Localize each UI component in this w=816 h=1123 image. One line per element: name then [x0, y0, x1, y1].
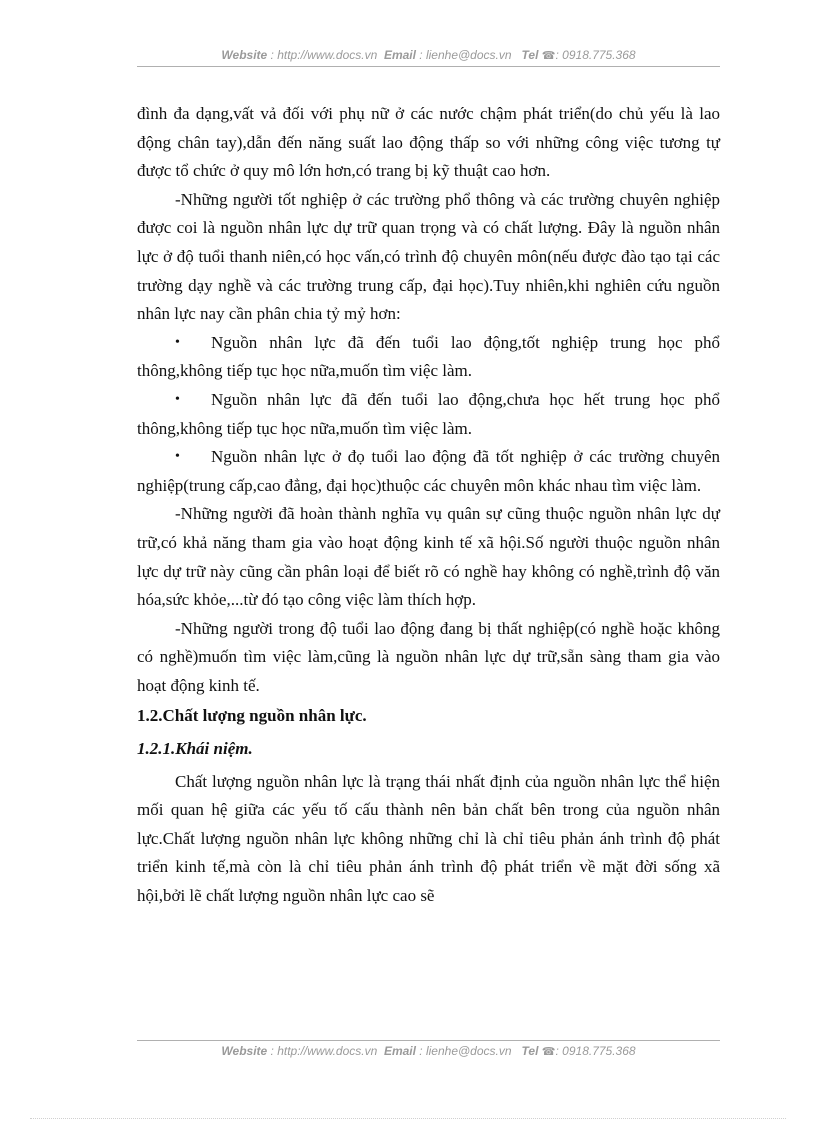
header-tel-value: : 0918.775.368	[555, 48, 636, 62]
bullet-icon: •	[175, 334, 180, 350]
paragraph: -Những người tốt nghiệp ở các trường phổ thông và các trường chuyên nghiệp được coi là nguồn nhân lực dự trữ quan trọng và có chất lượng. Đây là nguồn nhân lực ở độ tuổi thanh niên,có học vấn,có trình độ chuyên môn(nếu được đào tạo tại các trường dạy nghề và các trường trung cấp, đại học).Tuy nhiên,khi nghiên cứu nguồn nhân lực nay cần phân chia tỷ mỷ hơn:	[137, 189, 720, 324]
phone-icon: ☎	[541, 1046, 556, 1058]
page-bottom-divider	[30, 1118, 786, 1119]
bullet-text: Nguồn nhân lực đã đến tuổi lao động,tốt nghiệp trung học phổ thông,không tiếp tục học nữa,muốn tìm việc làm.	[137, 332, 720, 381]
header-email-value: : lienhe@docs.vn	[419, 48, 512, 62]
section-heading: 1.2.Chất lượng nguồn nhân lực.	[137, 706, 367, 726]
paragraph: -Những người đã hoàn thành nghĩa vụ quân sự cũng thuộc nguồn nhân lực dự trữ,có khả năng tham gia vào hoạt động kinh tế xã hội.Số người thuộc nguồn nhân lực dự trữ này cũng cần phân loại để biết rõ có nghề hay không có nghề,trình độ văn hóa,sức khỏe,...từ đó tạo công việc làm thích hợp.	[137, 504, 720, 610]
footer-website-value: : http://www.docs.vn	[270, 1044, 378, 1058]
document-body	[137, 100, 720, 911]
phone-icon: ☎	[541, 50, 556, 62]
page-header	[137, 48, 720, 67]
bullet-text: Nguồn nhân lực ở đọ tuổi lao động đã tốt nghiệp ở các trường chuyên nghiệp(trung cấp,cao đẳng, đại học)thuộc các chuyên môn khác nhau tìm việc làm.	[137, 447, 720, 495]
footer-email-label: Email	[383, 1044, 416, 1058]
footer-tel-value: : 0918.775.368	[555, 1044, 636, 1058]
paragraph: -Những người trong độ tuổi lao động đang bị thất nghiệp(có nghề hoặc không có nghề)muốn tìm việc làm,cũng là nguồn nhân lực dự trữ,sẵn sàng tham gia vào hoạt động kinh tế.	[137, 618, 720, 695]
header-website-label: Website	[221, 48, 268, 62]
header-website-value: : http://www.docs.vn	[270, 48, 378, 62]
bullet-icon: •	[175, 449, 180, 465]
header-email-label: Email	[383, 48, 416, 62]
footer-email-value: : lienhe@docs.vn	[419, 1044, 512, 1058]
footer-tel-label: Tel	[521, 1044, 539, 1058]
bullet-item	[137, 329, 720, 386]
bullet-item	[137, 386, 720, 443]
bullet-icon: •	[175, 391, 180, 407]
header-tel-label: Tel	[521, 48, 539, 62]
footer-website-label: Website	[221, 1044, 268, 1058]
subsection-heading: 1.2.1.Khái niệm.	[137, 739, 253, 759]
paragraph: đình đa dạng,vất vả đối với phụ nữ ở các nước chậm phát triển(do chủ yếu là lao động chân tay),dẫn đến năng suất lao động thấp so với những công việc tương tự được tổ chức ở quy mô lớn hơn,có trang bị kỹ thuật cao hơn.	[137, 104, 720, 181]
paragraph: Chất lượng nguồn nhân lực là trạng thái nhất định của nguồn nhân lực thể hiện mối quan hệ giữa các yếu tố cấu thành nên bản chất bên trong của nguồn nhân lực.Chất lượng nguồn nhân lực không những chỉ là chỉ tiêu phản ánh trình độ phát triển kinh tế,mà còn là chỉ tiêu phản ánh trình độ phát triển về mặt đời sống xã hội,bởi lẽ chất lượng nguồn nhân lực cao sẽ	[137, 771, 720, 906]
page-footer	[137, 1040, 720, 1062]
bullet-item	[137, 443, 720, 500]
bullet-text: Nguồn nhân lực đã đến tuổi lao động,chưa học hết trung học phổ thông,không tiếp tục học nữa,muốn tìm việc làm.	[137, 389, 720, 438]
